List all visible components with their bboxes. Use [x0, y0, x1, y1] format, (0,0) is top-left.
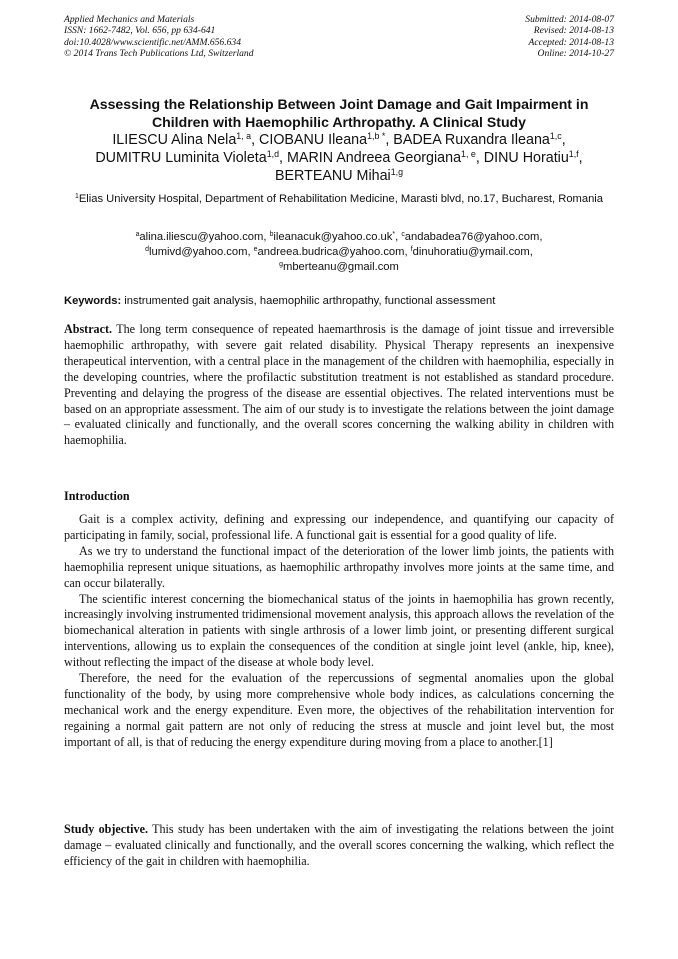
paragraph: Therefore, the need for the evaluation of the repercussions of segmental anomalies upon the global functionality of the body, by using more comprehensive whole body indices, as calculations concerning the mechanical work and the energy expenditure. Even more, the objectives of the rehabilitation intervention for regaining a normal gait pattern are not only of reducing the stress at muscle and joint level but, the most important of all, is that of reducing the energy expenditure during moving from a place to another.[1]: [64, 671, 614, 749]
online-date: Online: 2014-10-27: [537, 47, 614, 59]
study-objective-text: This study has been undertaken with the aim of investigating the relations between the joint damage – evaluated clinically and functionally, and the overall scores concerning the walking, which reflect the efficiency of the gait in children with haemophilia.: [64, 822, 614, 868]
email-address[interactable]: alina.iliescu@yahoo.com: [139, 231, 264, 243]
journal-name: Applied Mechanics and Materials: [64, 14, 195, 25]
author-name: BERTEANU Mihai: [274, 168, 391, 184]
corresponding-mark: *: [392, 231, 396, 239]
study-objective: [64, 822, 614, 870]
author-name: ILIESCU Alina Nela: [112, 132, 237, 148]
email-list: $^a$alina.iliescu@yahoo.com, $^b$ileanacuk@yahoo.co.uk*, $^c$andabadea76@yahoo.com, $^d$lumivd@yahoo.com, $^e$andreea.budrica@yahoo.com, $^f$dinuhoratiu@ymail.com, $^g$mberteanu@gmail.com: [135, 231, 543, 273]
author-name: CIOBANU Ileana: [259, 132, 368, 148]
paragraph: The scientific interest concerning the biomechanical status of the joints in haemophilia has grown recently, increasingly involving instrumented tridimensional movement analysis, this approach allows the revelation of the biomechanical alteration in patients with single arthrosis of a lower limb joint, or presenting different surgical interventions, allowing us to explain the consequences of the condition at single joint level (ankle, hip, knee), without reflecting the impact of the disease at whole body level.: [64, 591, 614, 670]
email-address[interactable]: ileanacuk@yahoo.co.uk: [273, 231, 393, 243]
author-affiliation-mark: 1,c: [549, 131, 562, 142]
email-address[interactable]: lumivd@yahoo.com: [149, 246, 248, 258]
author-name: DUMITRU Luminita Violeta: [95, 150, 267, 166]
copyright-line: © 2014 Trans Tech Publications Ltd, Switzerland: [64, 47, 254, 59]
keywords-text: instrumented gait analysis, haemophilic arthropathy, functional assessment: [121, 295, 496, 307]
author-name: DINU Horatiu: [483, 150, 569, 166]
submitted-date: Submitted: 2014-08-07: [525, 14, 614, 25]
affiliation: [64, 192, 614, 207]
author-list: ILIESCU Alina Nela$^{1, a}$, CIOBANU Ileana$^{1,b *}$, BADEA Ruxandra Ileana$^{1,c}$, DUMITRU Luminita Violeta$^{1,d}$, MARIN Andreea Georgiana$^{1, e}$, DINU Horatiu$^{1,f}$, BERTEANU Mihai$^{1,g}$: [95, 131, 583, 184]
paragraph: Gait is a complex activity, defining and expressing our independence, and quantifying our capacity of participating in family, social, professional life. A functional gait is essential for a good quality of life.: [64, 512, 614, 542]
author-name: MARIN Andreea Georgiana: [287, 150, 462, 166]
paper-title: Assessing the Relationship Between Joint Damage and Gait Impairment in Children with Haemophilic Arthropathy. A Clinical Study: [89, 96, 589, 130]
journal-info: [64, 14, 254, 59]
issn-line: ISSN: 1662-7482, Vol. 656, pp 634-641: [64, 25, 216, 37]
accepted-date: Accepted: 2014-08-13: [528, 36, 614, 48]
paragraph: As we try to understand the functional impact of the deterioration of the lower limb joints, the patients with haemophilia represent unique situations, as haemophilic arthropathy involves more joints at the same time, and can occur bilaterally.: [64, 543, 614, 590]
keywords-label: Keywords:: [64, 295, 122, 307]
abstract-text: The long term consequence of repeated haemarthrosis is the damage of joint tissue and irreversible haemophilic arthropathy, with severe gait related disability. Physical Therapy represents an inexpensive therapeutical intervention, with a central place in the management of the children with haemophilia, especially in the developing countries, where the profilactic substitution treatment is not established as standard procedure. Preventing and delaying the progress of the disease are essential objectives. The related interventions must be based on an appropriate assessment. The aim of our study is to investigate the relations between the joint damage – evaluated clinically and functionally, and the overall scores concerning the walking ability in children with haemophilia.: [64, 322, 614, 448]
author-name: BADEA Ruxandra Ileana: [393, 132, 550, 148]
author-affiliation-mark: 1,d: [266, 149, 280, 160]
email-address[interactable]: andreea.budrica@yahoo.com: [257, 246, 405, 258]
author-affiliation-mark: 1,f: [568, 149, 579, 160]
affiliation-text: Elias University Hospital, Department of Rehabilitation Medicine, Marasti blvd, no.17, Bucharest, Romania: [78, 193, 604, 205]
email-address[interactable]: andabadea76@yahoo.com: [404, 231, 540, 243]
study-objective-label: Study objective.: [64, 822, 148, 836]
abstract: [64, 322, 614, 449]
author-affiliation-mark: 1,g: [390, 167, 404, 178]
introduction-body: [64, 512, 614, 751]
abstract-label: Abstract.: [64, 322, 113, 336]
introduction-heading: Introduction: [64, 489, 130, 503]
revised-date: Revised: 2014-08-13: [533, 25, 614, 37]
keywords: [64, 294, 614, 309]
publication-dates: [525, 14, 614, 59]
affiliation-mark: 1: [74, 193, 79, 201]
author-affiliation-mark: 1,b *: [367, 131, 386, 142]
email-address[interactable]: dinuhoratiu@ymail.com: [412, 246, 530, 258]
author-affiliation-mark: 1, a: [236, 131, 252, 142]
doi-line: doi:10.4028/www.scientific.net/AMM.656.634: [64, 36, 242, 48]
author-affiliation-mark: 1, e: [461, 149, 476, 160]
email-address[interactable]: mberteanu@gmail.com: [283, 261, 399, 273]
